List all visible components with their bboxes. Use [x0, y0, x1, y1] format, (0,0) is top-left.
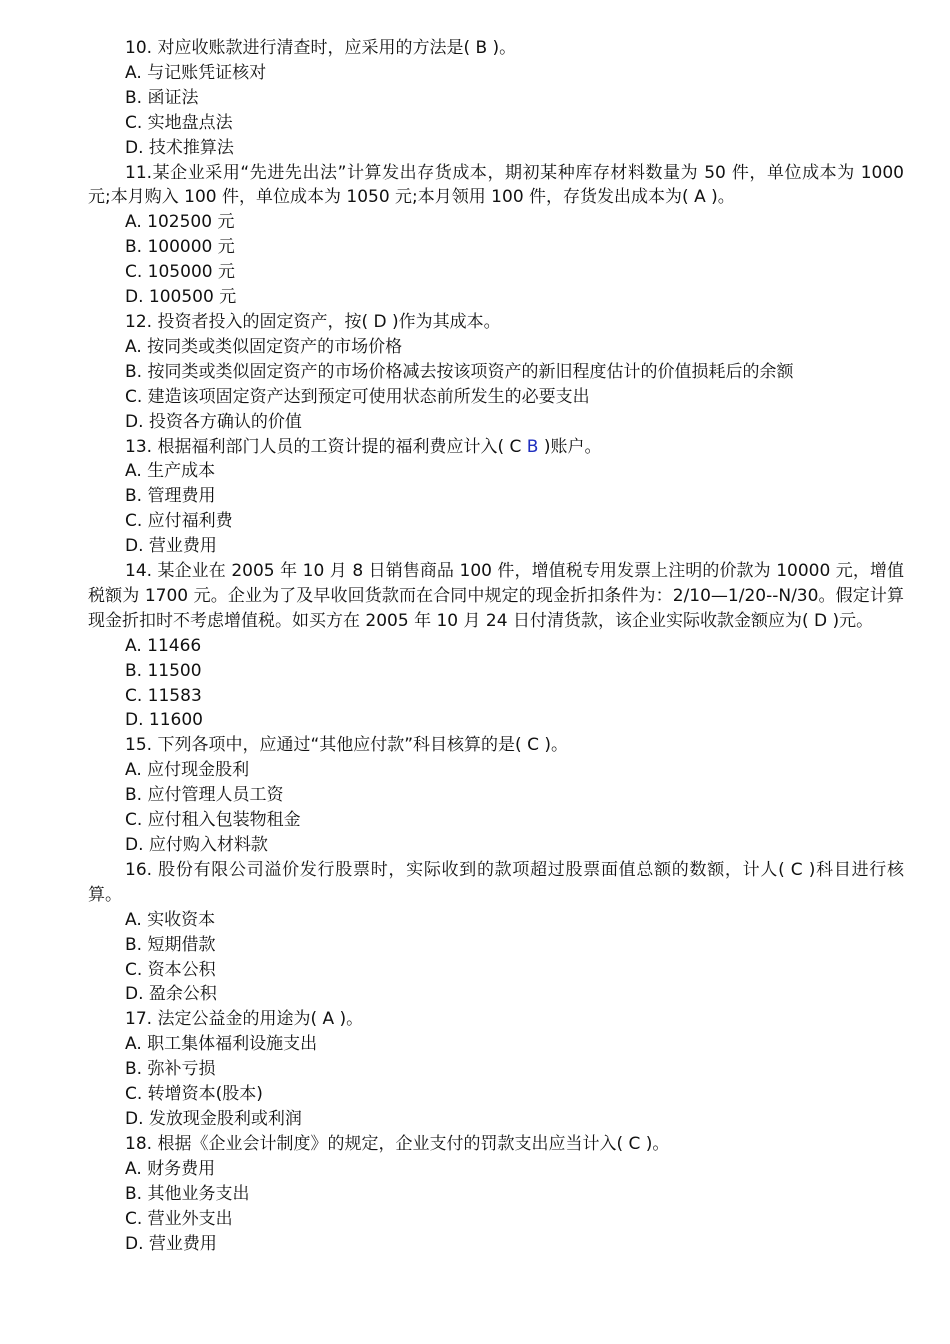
question-11: 11.某企业采用“先进先出法”计算发出存货成本，期初某种库存材料数量为 50 件，单位成本为 1000 元;本月购入 100 件，单位成本为 1050 元;本月领用 100 件，存货发出成本为( A )。 — [88, 162, 904, 208]
question-14-option-d: D. 11600 — [125, 710, 203, 731]
question-17-option-c: C. 转增资本(股本) — [125, 1084, 263, 1105]
question-16-option-c: C. 资本公积 — [125, 959, 216, 980]
question-11-option-d: D. 100500 元 — [125, 287, 237, 308]
question-17-option-b: B. 弥补亏损 — [125, 1059, 216, 1080]
question-15-option-d: D. 应付购入材料款 — [125, 835, 268, 855]
question-13-option-b: B. 管理费用 — [125, 486, 216, 507]
question-11-option-c: C. 105000 元 — [125, 262, 235, 283]
question-10-option-a: A. 与记账凭证核对 — [125, 62, 267, 83]
question-14-option-c: C. 11583 — [125, 685, 202, 706]
question-11-option-b: B. 100000 元 — [125, 237, 235, 258]
question-17-option-d: D. 发放现金股利或利润 — [125, 1108, 302, 1129]
question-12: 12. 投资者投入的固定资产，按( D )作为其成本。 — [125, 311, 501, 332]
question-13-option-a: A. 生产成本 — [125, 461, 216, 482]
question-13-answer-mark: B — [526, 436, 539, 457]
question-10: 10. 对应收账款进行清查时，应采用的方法是( B )。 — [125, 38, 517, 58]
question-14-option-a: A. 11466 — [125, 635, 202, 656]
question-18: 18. 根据《企业会计制度》的规定，企业支付的罚款支出应当计入( C )。 — [125, 1133, 670, 1154]
question-13-stem-end: )账户。 — [538, 436, 602, 457]
question-15-option-b: B. 应付管理人员工资 — [125, 785, 284, 806]
question-12-option-d: D. 投资各方确认的价值 — [125, 411, 302, 432]
question-16-option-b: B. 短期借款 — [125, 934, 216, 955]
question-14-option-b: B. 11500 — [125, 660, 202, 681]
question-10-option-c: C. 实地盘点法 — [125, 112, 233, 133]
question-13-stem-start: 13. 根据福利部门人员的工资计提的福利费应计入( C — [125, 436, 527, 457]
question-13 — [88, 435, 904, 460]
question-17: 17. 法定公益金的用途为( A )。 — [125, 1009, 364, 1030]
question-12-option-c: C. 建造该项固定资产达到预定可使用状态前所发生的必要支出 — [125, 386, 590, 407]
question-12-option-a: A. 按同类或类似固定资产的市场价格 — [125, 336, 403, 357]
question-15-option-a: A. 应付现金股利 — [125, 760, 250, 781]
question-17-option-a: A. 职工集体福利设施支出 — [125, 1034, 318, 1055]
question-16-option-a: A. 实收资本 — [125, 909, 216, 930]
question-10-option-b: B. 函证法 — [125, 87, 199, 108]
question-14: 14. 某企业在 2005 年 10 月 8 日销售商品 100 件，增值税专用发票上注明的价款为 10000 元，增值税额为 1700 元。企业为了及早收回货款而在合同中规定的现金折扣条件为：2/10—1/20--N/30。假定计算现金折扣时不考虑增值税。如买方在 2005 年 10 月 24 日付清货款，该企业实际收款金额应为( D )元。 — [88, 561, 904, 631]
question-10-option-d: D. 技术推算法 — [125, 137, 234, 158]
question-16-option-d: D. 盈余公积 — [125, 984, 217, 1005]
question-18-option-c: C. 营业外支出 — [125, 1208, 233, 1229]
question-12-option-b: B. 按同类或类似固定资产的市场价格减去按该项资产的新旧程度估计的价值损耗后的余额 — [125, 361, 794, 382]
question-15: 15. 下列各项中，应通过“其他应付款”科目核算的是( C )。 — [125, 735, 568, 756]
question-18-option-d: D. 营业费用 — [125, 1233, 217, 1254]
question-18-option-b: B. 其他业务支出 — [125, 1183, 250, 1204]
question-13-option-c: C. 应付福利费 — [125, 511, 233, 532]
question-11-option-a: A. 102500 元 — [125, 212, 235, 233]
question-16: 16. 股份有限公司溢价发行股票时，实际收到的款项超过股票面值总额的数额，计人( C )科目进行核算。 — [88, 859, 904, 905]
question-18-option-a: A. 财务费用 — [125, 1158, 216, 1179]
question-13-option-d: D. 营业费用 — [125, 536, 217, 557]
question-15-option-c: C. 应付租入包装物租金 — [125, 810, 301, 831]
